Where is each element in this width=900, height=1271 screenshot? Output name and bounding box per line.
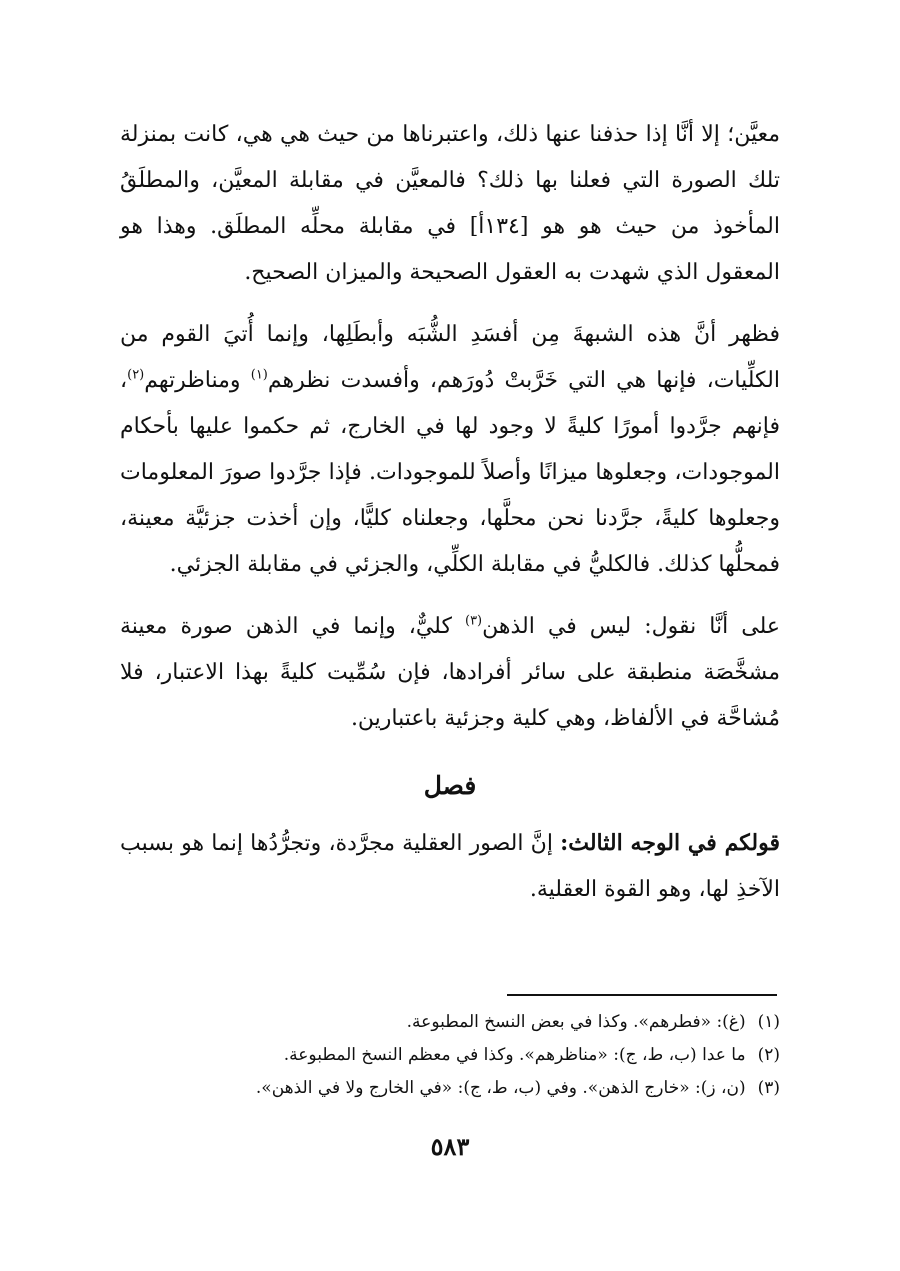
footnote-number: (٣) xyxy=(757,1078,780,1098)
footnote-text: (غ): «فطرهم». وكذا في بعض النسخ المطبوعة. xyxy=(406,1012,746,1032)
paragraph-3-part-b: كليٌّ، وإنما في الذهن صورة معينة مشخَّصَة منطبقة على سائر أفرادها، فإن سُمِّيت كليةً بهذا الاعتبار، فلا مُشاحَّة في الألفاظ، وهي كلية وجزئية باعتبارين. xyxy=(120,614,780,731)
paragraph-4-lead: قولكم في الوجه الثالث: xyxy=(560,830,780,856)
footnote-number: (١) xyxy=(757,1012,780,1032)
paragraph-2 xyxy=(120,312,780,588)
footnote-ref-1[interactable]: (١) xyxy=(250,367,268,383)
footnote-2 xyxy=(120,1039,780,1072)
main-text xyxy=(120,112,780,913)
paragraph-3-part-a: على أنَّا نقول: ليس في الذهن xyxy=(482,614,781,639)
paragraph-2-part-c: ، فإنهم جرَّدوا أمورًا كليةً لا وجود لها في الخارج، ثم حكموا عليها بأحكام الموجودات، وجعلوها ميزانًا وأصلاً للموجودات. فإذا جرَّدوا صورَ المعلومات وجعلوها كليةً، جرَّدنا نحن محلَّها، وجعلناه كليًّا، وإن أخذت جزئيَّة معينة، فمحلُّها كذلك. فالكليُّ في مقابلة الكلِّي، والجزئي في مقابلة الجزئي. xyxy=(120,368,780,577)
paragraph-2-part-b: ومناظرتهم xyxy=(144,368,251,393)
footnote-ref-3[interactable]: (٣) xyxy=(464,613,483,629)
footnote-number: (٢) xyxy=(757,1045,780,1065)
footnote-text: (ن، ز): «خارج الذهن». وفي (ب، ط، ج): «في الخارج ولا في الذهن». xyxy=(255,1078,746,1098)
paragraph-4-rest: إنَّ الصور العقلية مجرَّدة، وتجرُّدُها إنما هو بسبب الآخذِ لها، وهو القوة العقلية. xyxy=(120,831,780,902)
paragraph-3 xyxy=(120,604,780,742)
footnote-divider xyxy=(507,994,777,996)
paragraph-2-part-a: فظهر أنَّ هذه الشبهةَ مِن أفسَدِ الشُّبَه وأبطَلِها، وإنما أُتيَ القوم من الكلِّيات، فإنها هي التي خَرَّبتْ دُورَهم، وأفسدت نظرهم xyxy=(120,322,780,393)
footnote-text: ما عدا (ب، ط، ج): «مناظرهم». وكذا في معظم النسخ المطبوعة. xyxy=(283,1045,746,1065)
section-heading: فصل xyxy=(423,771,477,800)
footnotes xyxy=(120,1006,780,1105)
paragraph-4 xyxy=(120,820,780,913)
paragraph-1: معيَّن؛ إلا أنَّا إذا حذفنا عنها ذلك، واعتبرناها من حيث هي هي، كانت بمنزلة تلك الصورة التي فعلنا بها ذلك؟ فالمعيَّن في مقابلة المعيَّن، والمطلَقُ المأخوذ من حيث هو هو [١٣٤أ] في مقابلة محلِّه المطلَق. وهذا هو المعقول الذي شهدت به العقول الصحيحة والميزان الصحيح. xyxy=(120,122,781,285)
page-number: ٥٨٣ xyxy=(430,1132,470,1161)
footnote-ref-2[interactable]: (٢) xyxy=(127,367,145,383)
footnote-3 xyxy=(120,1072,780,1105)
footnote-1 xyxy=(120,1006,780,1039)
